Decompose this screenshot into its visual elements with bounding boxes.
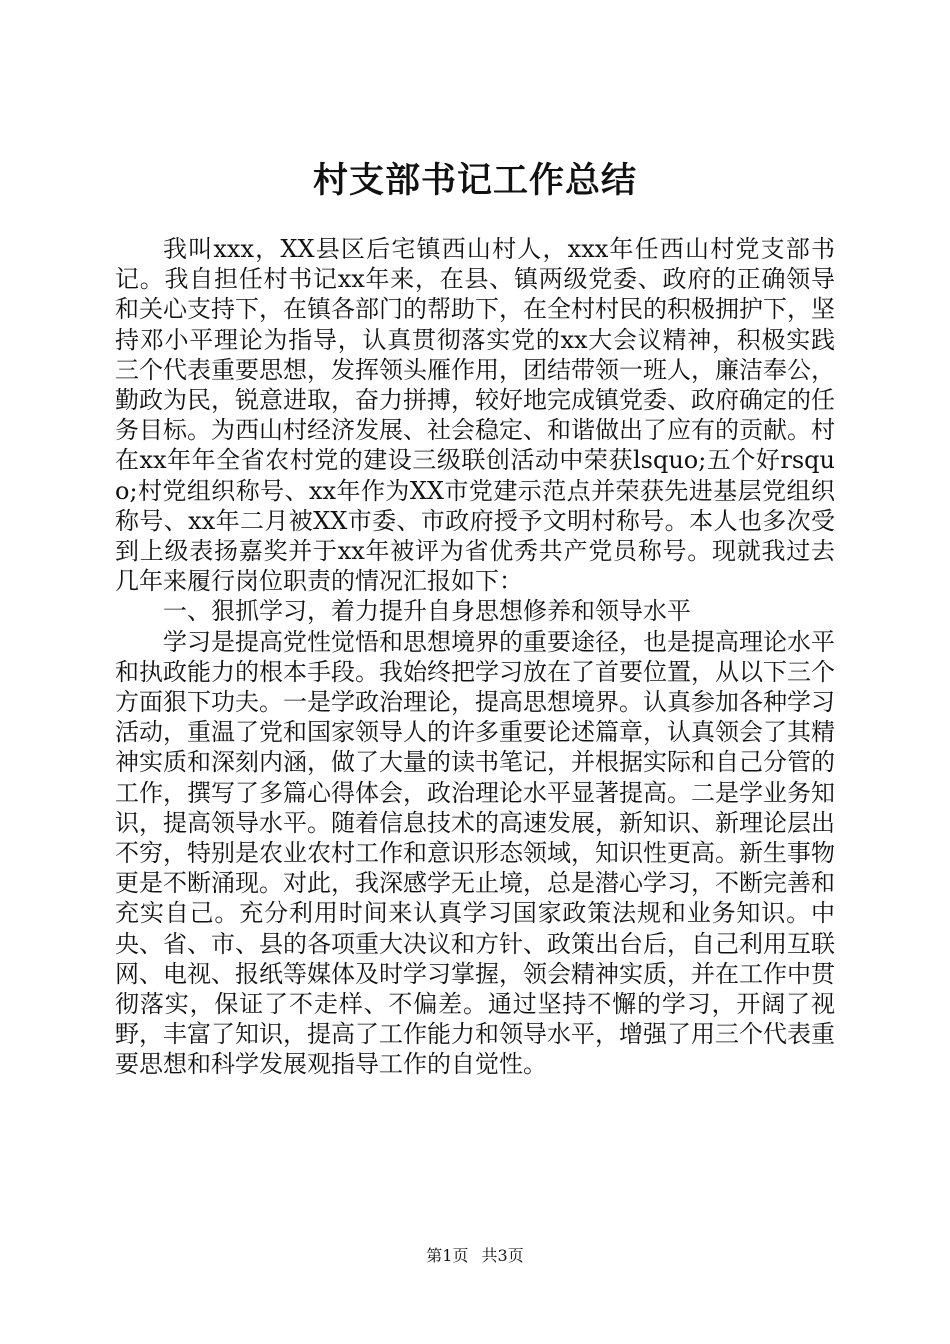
section-heading: 一、狠抓学习，着力提升自身思想修养和领导水平 [163,597,691,626]
document-title: 村支部书记工作总结 [312,160,637,201]
document-body [115,234,835,1080]
page-total: 共3页 [481,1246,524,1265]
page-footer [0,1245,950,1267]
page-number: 第1页 [426,1246,469,1265]
study-paragraph: 学习是提高党性觉悟和思想境界的重要途径，也是提高理论水平和执政能力的根本手段。我始终把学习放在了首要位置，从以下三个方面狠下功夫。一是学政治理论，提高思想境界。认真参加各种学习活动，重温了党和国家领导人的许多重要论述篇章，认真领会了其精神实质和深刻内涵，做了大量的读书笔记，并根据实际和自己分管的工作，撰写了多篇心得体会，政治理论水平显著提高。二是学业务知识，提高领导水平。随着信息技术的高速发展，新知识、新理论层出不穷，特别是农业农村工作和意识形态领域，知识性更高。新生事物更是不断涌现。对此，我深感学无止境，总是潜心学习，不断完善和充实自己。充分利用时间来认真学习国家政策法规和业务知识。中央、省、市、县的各项重大决议和方针、政策出台后，自己利用互联网、电视、报纸等媒体及时学习掌握，领会精神实质，并在工作中贯彻落实，保证了不走样、不偏差。通过坚持不懈的学习，开阔了视野，丰富了知识，提高了工作能力和领导水平，增强了用三个代表重要思想和科学发展观指导工作的自觉性。 [115,627,835,1079]
intro-paragraph: 我叫xxx，XX县区后宅镇西山村人，xxx年任西山村党支部书记。我自担任村书记xx年来，在县、镇两级党委、政府的正确领导和关心支持下，在镇各部门的帮助下，在全村村民的积极拥护下，坚持邓小平理论为指导，认真贯彻落实党的xx大会议精神，积极实践三个代表重要思想，发挥领头雁作用，团结带领一班人，廉洁奉公，勤政为民，锐意进取，奋力拼搏，较好地完成镇党委、政府确定的任务目标。为西山村经济发展、社会稳定、和谐做出了应有的贡献。村在xx年年全省农村党的建设三级联创活动中荣获lsquo;五个好rsquo;村党组织称号、xx年作为XX市党建示范点并荣获先进基层党组织称号、xx年二月被XX市委、市政府授予文明村称号。本人也多次受到上级表扬嘉奖并于xx年被评为省优秀共产党员称号。现就我过去几年来履行岗位职责的情况汇报如下： [115,235,835,596]
